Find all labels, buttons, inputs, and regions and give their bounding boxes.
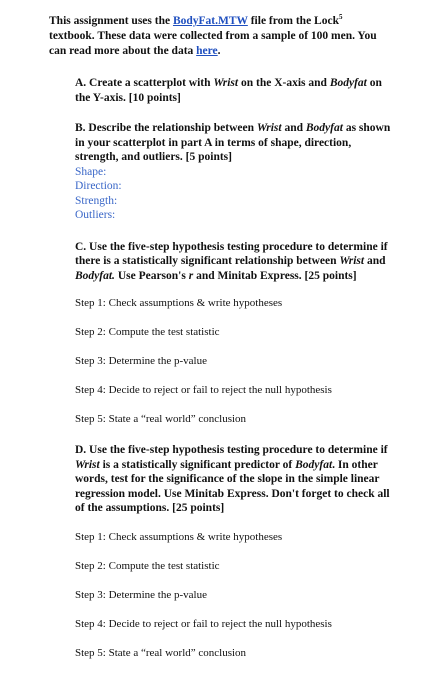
- bodyfat-file-link[interactable]: BodyFat.MTW: [172, 15, 248, 27]
- qb-text-1: B. Describe the relationship between: [75, 122, 257, 134]
- qc-step-2: Step 2: Compute the test statistic: [75, 326, 220, 338]
- qd-var-bodyfat: Bodyfat: [295, 458, 333, 471]
- intro-text-2: file from the Lock: [247, 15, 339, 27]
- direction-label: Direction:: [75, 180, 122, 192]
- outliers-label: Outliers:: [75, 209, 116, 221]
- qc-step-1: Step 1: Check assumptions & write hypotheses: [75, 297, 283, 309]
- qd-step-3: Step 3: Determine the p-value: [75, 588, 207, 601]
- qc-step-4: Step 4: Decide to reject or fail to reject the null hypothesis: [75, 384, 332, 396]
- qd-text-2: is a statistically significant predictor of: [99, 458, 296, 471]
- qc-step-5: Step 5: State a “real world” conclusion: [75, 413, 247, 425]
- qd-step-4: Step 4: Decide to reject or fail to reject the null hypothesis: [75, 617, 332, 630]
- qd-text-3: . In other words, test for the significance of the slope in the simple linear regression model. Use Minitab Express. Don't forget to check all of the assumptions. [25 points]: [75, 458, 390, 514]
- question-b-text: [75, 121, 395, 165]
- shape-label: Shape:: [75, 165, 107, 178]
- question-a-text: [75, 76, 395, 105]
- intro-paragraph: [49, 14, 389, 59]
- data-info-link[interactable]: here: [196, 45, 218, 57]
- qb-text-3: as shown in your scatterplot in part A in terms of shape, direction, strength, and outliers. [5 points]: [75, 122, 391, 163]
- qc-text-4: and Minitab Express. [25 points]: [193, 269, 357, 282]
- question-b: [75, 121, 395, 223]
- qc-var-wrist: Wrist: [339, 255, 365, 267]
- qb-text-2: and: [281, 122, 306, 134]
- qb-var-bodyfat: Bodyfat: [305, 122, 343, 134]
- qd-step-5: Step 5: State a “real world” conclusion: [75, 646, 247, 659]
- question-c-text: [75, 240, 395, 284]
- qc-var-bodyfat: Bodyfat.: [75, 269, 115, 282]
- strength-label: Strength:: [75, 194, 118, 207]
- qa-var-bodyfat: Bodyfat: [329, 77, 367, 89]
- qd-var-wrist: Wrist: [75, 458, 100, 471]
- intro-text-3: textbook. These data were collected from a sample of 100 men. You can read more about the data: [49, 30, 377, 57]
- qc-text-3: Use Pearson's: [114, 269, 189, 282]
- question-a: [75, 76, 395, 105]
- qa-var-wrist: Wrist: [213, 77, 239, 89]
- intro-text-1: This assignment uses the: [49, 15, 173, 27]
- qd-step-2: Step 2: Compute the test statistic: [75, 559, 220, 572]
- footnote-marker: 5: [338, 13, 343, 22]
- qd-step-1: Step 1: Check assumptions & write hypotheses: [75, 530, 283, 543]
- intro-text-4: .: [217, 45, 221, 57]
- qc-text-2: and: [364, 255, 386, 267]
- qa-text-1: A. Create a scatterplot with: [75, 77, 214, 89]
- question-c: [75, 240, 395, 427]
- qa-text-2: on the X-axis and: [238, 77, 330, 89]
- qb-var-wrist: Wrist: [256, 122, 282, 134]
- qc-text-1: C. Use the five-step hypothesis testing procedure to determine if there is a statistically significant relationship between: [75, 240, 388, 267]
- qc-step-3: Step 3: Determine the p-value: [75, 355, 207, 367]
- question-d-text: [75, 443, 395, 516]
- qc-var-r: r: [188, 269, 194, 282]
- qa-text-3: on the Y-axis. [10 points]: [75, 77, 382, 104]
- qd-text-1: D. Use the five-step hypothesis testing procedure to determine if: [75, 444, 388, 456]
- question-d: [75, 443, 395, 660]
